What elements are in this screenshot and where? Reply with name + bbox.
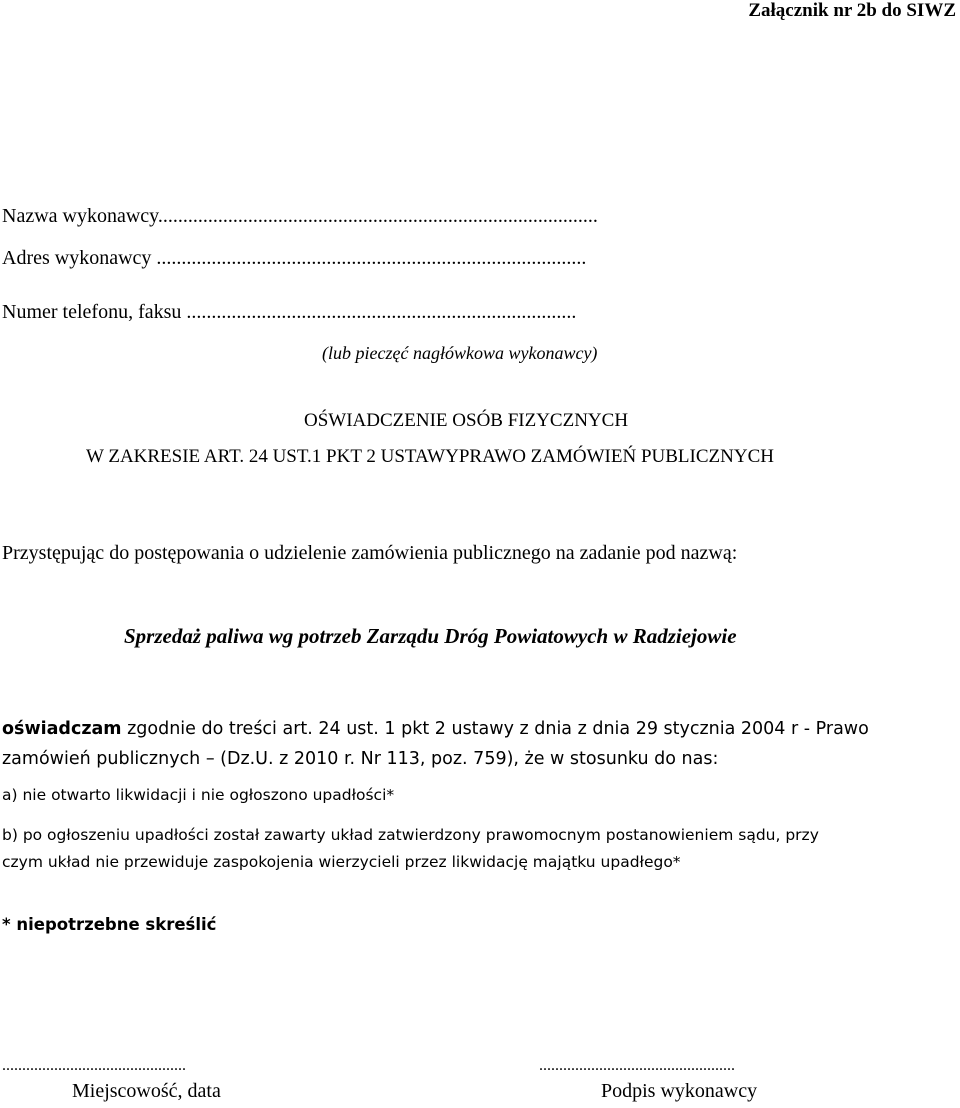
attachment-label: Załącznik nr 2b do SIWZ [748, 0, 956, 21]
contractor-phone-field: Numer telefonu, faksu .............................................................................. [2, 301, 577, 323]
heading-line-1: OŚWIADCZENIE OSÓB FIZYCZNYCH [304, 410, 629, 431]
signature-dots: ................................................. [539, 1057, 735, 1074]
place-date-dots: .............................................. [2, 1057, 186, 1074]
footnote: * niepotrzebne skreślić [2, 915, 217, 934]
declaration-line-1 [2, 719, 869, 739]
option-a: a) nie otwarto likwidacji i nie ogłoszono upadłości* [2, 786, 395, 804]
contractor-address-field: Adres wykonawcy ...................................................................................... [2, 247, 587, 269]
place-date-label: Miejscowość, data [72, 1080, 221, 1102]
heading-line-2: W ZAKRESIE ART. 24 UST.1 PKT 2 USTAWYPRAWO ZAMÓWIEŃ PUBLICZNYCH [86, 446, 774, 467]
task-name: Sprzedaż paliwa wg potrzeb Zarządu Dróg Powiatowych w Radziejowie [124, 624, 737, 648]
option-b-line-2: czym układ nie przewiduje zaspokojenia wierzycieli przez likwidację majątku upadłego* [2, 853, 681, 871]
signature-label: Podpis wykonawcy [601, 1080, 758, 1102]
intro-text: Przystępując do postępowania o udzielenie zamówienia publicznego na zadanie pod nazwą: [2, 542, 738, 564]
declaration-keyword: oświadczam [2, 719, 122, 739]
stamp-note: (lub pieczęć nagłówkowa wykonawcy) [322, 343, 598, 363]
option-b-line-1: b) po ogłoszeniu upadłości został zawarty układ zatwierdzony prawomocnym postanowieniem sądu, przy [2, 826, 819, 844]
contractor-name-field: Nazwa wykonawcy........................................................................................ [2, 205, 598, 227]
declaration-text: zgodnie do treści art. 24 ust. 1 pkt 2 ustawy z dnia z dnia 29 stycznia 2004 r - Prawo [121, 719, 869, 739]
declaration-line-2: zamówień publicznych – (Dz.U. z 2010 r. Nr 113, poz. 759), że w stosunku do nas: [2, 749, 719, 769]
